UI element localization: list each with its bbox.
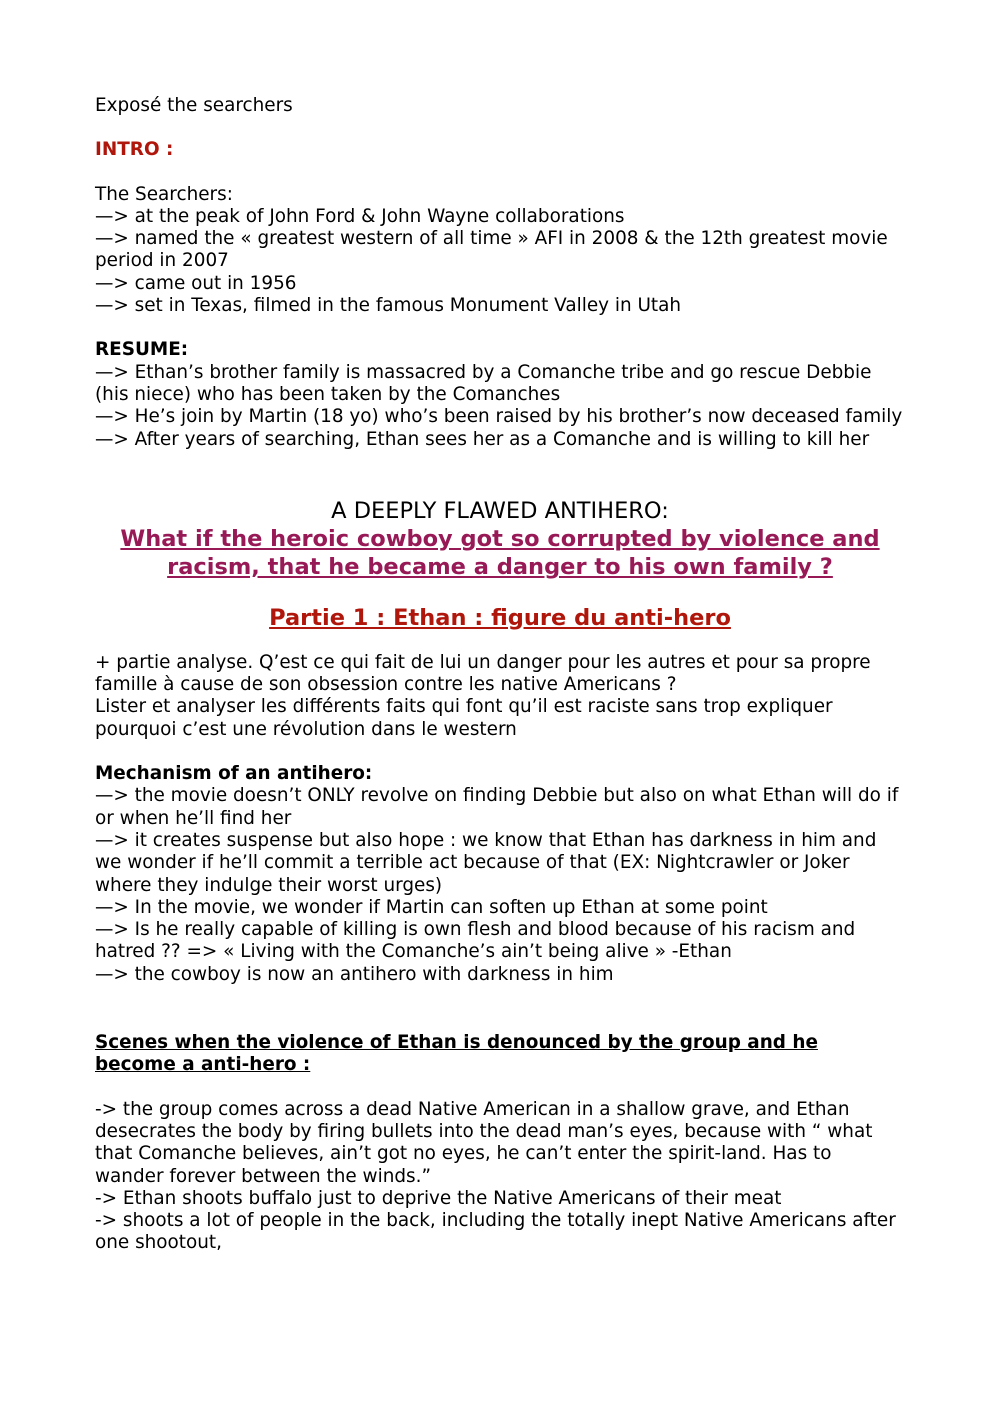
partie1-note: Lister et analyser les différents faits qui font qu’il est raciste sans trop expliquer pourquoi c’est une révolution dans le western [95, 696, 833, 740]
mechanism-item: —> the cowboy is now an antihero with darkness in him [95, 963, 614, 985]
intro-heading: INTRO : [95, 139, 174, 161]
document-header: Exposé the searchers [95, 95, 293, 116]
mechanism-item: —> the movie doesn’t ONLY revolve on finding Debbie but also on what Ethan will do if or when he’ll find her [95, 785, 899, 829]
intro-item: —> set in Texas, filmed in the famous Monument Valley in Utah [95, 295, 682, 317]
intro-subtitle: The Searchers: [95, 183, 233, 205]
intro-item: —> at the peak of John Ford & John Wayne collaborations [95, 205, 625, 227]
scenes-item: -> shoots a lot of people in the back, including the totally inept Native Americans after one shootout, [95, 1210, 896, 1254]
section-title: A DEEPLY FLAWED ANTIHERO: [331, 497, 669, 524]
resume-heading: RESUME: [95, 339, 189, 361]
mechanism-item: —> Is he really capable of killing is own flesh and blood because of his racism and hatred ?? => « Living with the Comanche’s ain’t being alive » -Ethan [95, 919, 856, 963]
scenes-heading: Scenes when the violence of Ethan is denounced by the group and he become a anti-hero : [95, 1032, 818, 1076]
mechanism-item: —> In the movie, we wonder if Martin can soften up Ethan at some point [95, 896, 768, 918]
problem-question: What if the heroic cowboy got so corrupted by violence and racism, that he became a danger to his own family ? [120, 525, 880, 581]
partie1-heading: Partie 1 : Ethan : figure du anti-hero [269, 604, 731, 631]
mechanism-heading: Mechanism of an antihero: [95, 763, 373, 785]
scenes-item: -> the group comes across a dead Native American in a shallow grave, and Ethan desecrates the body by firing bullets into the dead man’s eyes, because with “ what that Comanche believes, ain’t got no eyes, he can’t enter the spirit-land. Has to wander forever between the winds.” [95, 1098, 873, 1187]
intro-item: —> came out in 1956 [95, 272, 297, 294]
scenes-item: -> Ethan shoots buffalo just to deprive the Native Americans of their meat [95, 1187, 782, 1209]
document-body [95, 95, 905, 1255]
intro-item: —> named the « greatest western of all time » AFI in 2008 & the 12th greatest movie period in 2007 [95, 228, 888, 272]
mechanism-item: —> it creates suspense but also hope : we know that Ethan has darkness in him and we wonder if he’ll commit a terrible act because of that (EX: Nightcrawler or Joker where they indulge their worst urges) [95, 829, 877, 896]
resume-item: —> After years of searching, Ethan sees her as a Comanche and is willing to kill her [95, 428, 870, 450]
partie1-note: + partie analyse. Q’est ce qui fait de lui un danger pour les autres et pour sa propre famille à cause de son obsession contre les native Americans ? [95, 651, 871, 696]
resume-item: —> Ethan’s brother family is massacred by a Comanche tribe and go rescue Debbie (his niece) who has been taken by the Comanches [95, 361, 872, 405]
resume-item: —> He’s join by Martin (18 yo) who’s been raised by his brother’s now deceased family [95, 406, 903, 428]
